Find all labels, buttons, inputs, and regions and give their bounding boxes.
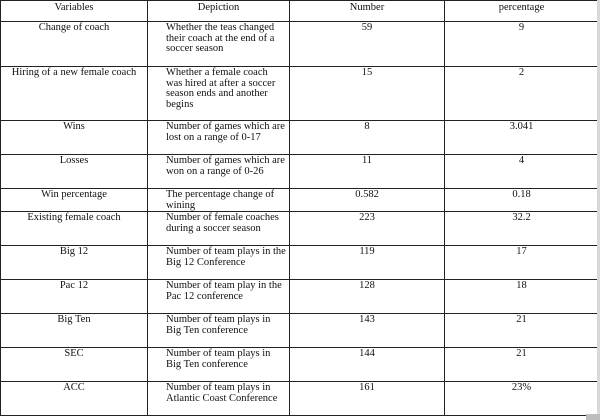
table-header-row bbox=[1, 1, 599, 22]
cell-percentage: 21 bbox=[445, 314, 599, 348]
cell-variable: Pac 12 bbox=[1, 280, 148, 314]
cell-depiction: Number of team play in the Pac 12 conference bbox=[148, 280, 290, 314]
cell-number: 223 bbox=[290, 212, 445, 246]
cell-percentage: 32.2 bbox=[445, 212, 599, 246]
cell-depiction: Number of games which are won on a range of 0-26 bbox=[148, 155, 290, 189]
cell-variable: Win percentage bbox=[1, 189, 148, 212]
table-row bbox=[1, 382, 599, 416]
scan-corner-mark bbox=[586, 414, 600, 420]
cell-number: 161 bbox=[290, 382, 445, 416]
cell-number: 0.582 bbox=[290, 189, 445, 212]
cell-depiction: Number of team plays in Big Ten conference bbox=[148, 314, 290, 348]
cell-percentage: 17 bbox=[445, 246, 599, 280]
cell-depiction: Whether the teas changed their coach at the end of a soccer season bbox=[148, 22, 290, 67]
table-row bbox=[1, 348, 599, 382]
cell-depiction: Number of team plays in Atlantic Coast Conference bbox=[148, 382, 290, 416]
cell-variable: Big 12 bbox=[1, 246, 148, 280]
table-row bbox=[1, 189, 599, 212]
cell-variable: ACC bbox=[1, 382, 148, 416]
table-row bbox=[1, 314, 599, 348]
cell-depiction: Whether a female coach was hired at after a soccer season ends and another begins bbox=[148, 67, 290, 121]
cell-variable: Existing female coach bbox=[1, 212, 148, 246]
cell-depiction: Number of games which are lost on a range of 0-17 bbox=[148, 121, 290, 155]
cell-variable: Change of coach bbox=[1, 22, 148, 67]
table-row bbox=[1, 22, 599, 67]
cell-number: 8 bbox=[290, 121, 445, 155]
cell-depiction: Number of female coaches during a soccer season bbox=[148, 212, 290, 246]
cell-number: 143 bbox=[290, 314, 445, 348]
table-row bbox=[1, 246, 599, 280]
cell-percentage: 9 bbox=[445, 22, 599, 67]
cell-variable: Losses bbox=[1, 155, 148, 189]
cell-number: 144 bbox=[290, 348, 445, 382]
cell-percentage: 2 bbox=[445, 67, 599, 121]
header-variables: Variables bbox=[1, 1, 148, 22]
header-percentage: percentage bbox=[445, 1, 599, 22]
header-depiction: Depiction bbox=[148, 1, 290, 22]
cell-percentage: 18 bbox=[445, 280, 599, 314]
cell-percentage: 23% bbox=[445, 382, 599, 416]
table-row bbox=[1, 67, 599, 121]
cell-variable: SEC bbox=[1, 348, 148, 382]
cell-number: 15 bbox=[290, 67, 445, 121]
header-number: Number bbox=[290, 1, 445, 22]
cell-percentage: 21 bbox=[445, 348, 599, 382]
cell-variable: Wins bbox=[1, 121, 148, 155]
cell-number: 119 bbox=[290, 246, 445, 280]
cell-number: 11 bbox=[290, 155, 445, 189]
table-row bbox=[1, 121, 599, 155]
cell-number: 59 bbox=[290, 22, 445, 67]
table-row bbox=[1, 155, 599, 189]
cell-variable: Hiring of a new female coach bbox=[1, 67, 148, 121]
cell-number: 128 bbox=[290, 280, 445, 314]
cell-percentage: 4 bbox=[445, 155, 599, 189]
table-row bbox=[1, 280, 599, 314]
cell-depiction: Number of team plays in Big Ten conference bbox=[148, 348, 290, 382]
cell-depiction: Number of team plays in the Big 12 Conference bbox=[148, 246, 290, 280]
table-row bbox=[1, 212, 599, 246]
cell-percentage: 3.041 bbox=[445, 121, 599, 155]
cell-variable: Big Ten bbox=[1, 314, 148, 348]
cell-depiction: The percentage change of wining bbox=[148, 189, 290, 212]
cell-percentage: 0.18 bbox=[445, 189, 599, 212]
